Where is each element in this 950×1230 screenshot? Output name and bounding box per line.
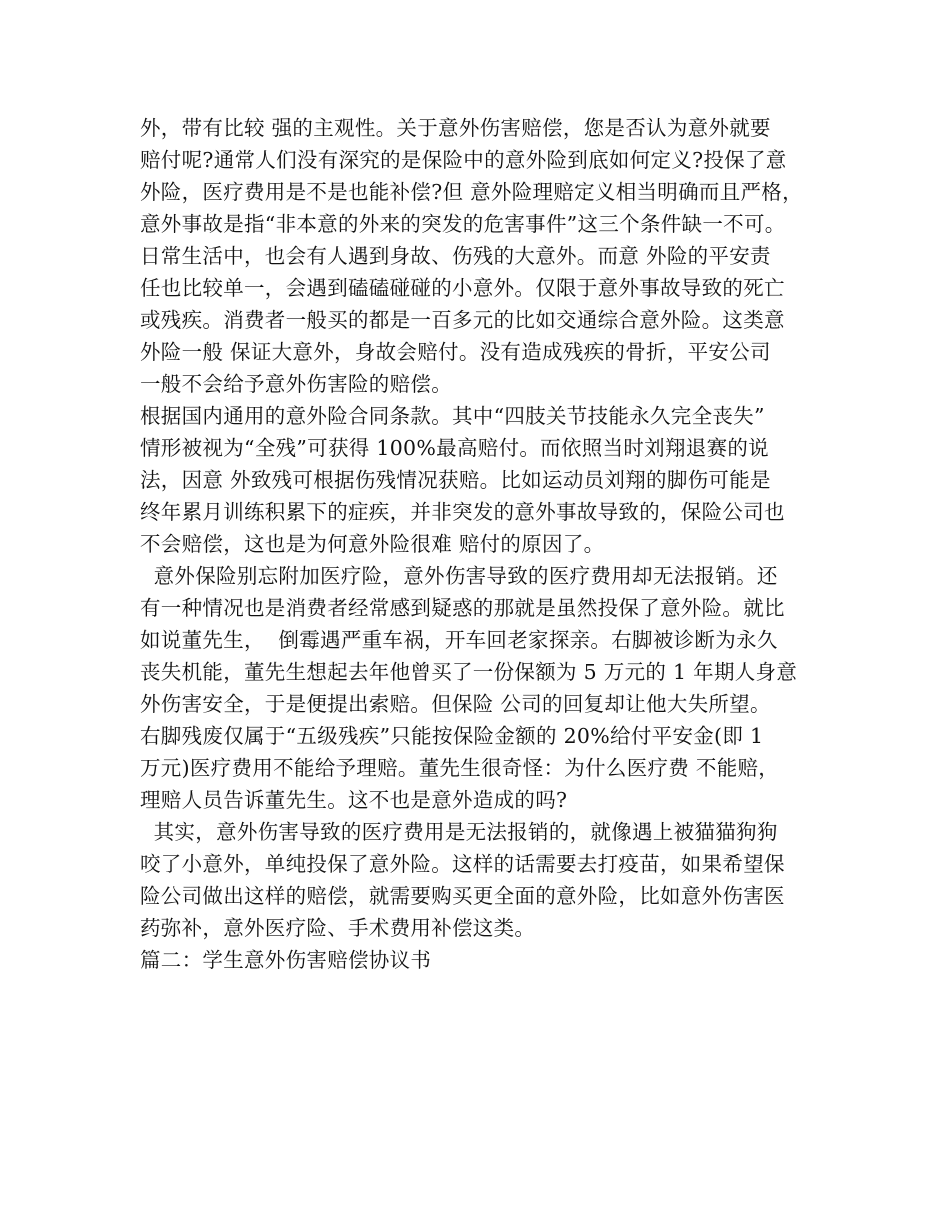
text-line: 外，带有比较 强的主观性。关于意外伤害赔偿，您是否认为意外就要 [140, 116, 771, 140]
text-line: 任也比较单一，会遇到磕磕碰碰的小意外。仅限于意外事故导致的死亡 [140, 276, 785, 300]
text-line: 根据国内通用的意外险合同条款。其中“四肢关节技能永久完全丧失” [140, 404, 765, 428]
text-line: 赔付呢?通常人们没有深究的是保险中的意外险到底如何定义?投保了意 [140, 148, 787, 172]
text-line: 法，因意 外致残可根据伤残情况获赔。比如运动员刘翔的脚伤可能是 [140, 468, 771, 492]
text-line: 外险一般 保证大意外，身故会赔付。没有造成残疾的骨折，平安公司 [140, 340, 771, 364]
text-line: 如说董先生， 倒霉遇严重车祸，开车回老家探亲。右脚被诊断为永久 [140, 628, 778, 652]
text-line: 药弥补，意外医疗险、手术费用补偿这类。 [140, 916, 536, 940]
text-line: 不会赔偿，这也是为何意外险很难 赔付的原因了。 [140, 532, 605, 556]
text-line: 险公司做出这样的赔偿，就需要购买更全面的意外险，比如意外伤害医 [140, 884, 785, 908]
text-line: 日常生活中，也会有人遇到身故、伤残的大意外。而意 外险的平安责 [140, 244, 771, 268]
section-heading: 篇二：学生意外伤害赔偿协议书 [140, 948, 432, 972]
text-line: 情形被视为“全残”可获得 100%最高赔付。而依照当时刘翔退赛的说 [140, 436, 769, 460]
text-line: 意外保险别忘附加医疗险，意外伤害导致的医疗费用却无法报销。还 [140, 564, 778, 588]
text-line: 外险，医疗费用是不是也能补偿?但 意外险理赔定义相当明确而且严格， [140, 180, 803, 204]
document-body [140, 112, 830, 976]
text-line: 一般不会给予意外伤害险的赔偿。 [140, 372, 452, 396]
text-line: 意外事故是指“非本意的外来的突发的危害事件”这三个条件缺一不可。 [140, 212, 786, 236]
text-line: 有一种情况也是消费者经常感到疑惑的那就是虽然投保了意外险。就比 [140, 596, 785, 620]
text-line: 外伤害安全，于是便提出索赔。但保险 公司的回复却让他大失所望。 [140, 692, 771, 716]
text-line: 终年累月训练积累下的症疾，并非突发的意外事故导致的，保险公司也 [140, 500, 785, 524]
text-line: 右脚残废仅属于“五级残疾”只能按保险金额的 20%给付平安金(即 1 [140, 724, 764, 748]
text-line: 万元)医疗费用不能给予理赔。董先生很奇怪：为什么医疗费 不能赔， [140, 756, 780, 780]
text-line: 理赔人员告诉董先生。这不也是意外造成的吗? [140, 788, 568, 812]
text-line: 或残疾。消费者一般买的都是一百多元的比如交通综合意外险。这类意 [140, 308, 785, 332]
text-line: 咬了小意外，单纯投保了意外险。这样的话需要去打疫苗，如果希望保 [140, 852, 785, 876]
text-line: 丧失机能，董先生想起去年他曾买了一份保额为 5 万元的 1 年期人身意 [140, 660, 798, 684]
text-line: 其实，意外伤害导致的医疗费用是无法报销的，就像遇上被猫猫狗狗 [140, 820, 778, 844]
